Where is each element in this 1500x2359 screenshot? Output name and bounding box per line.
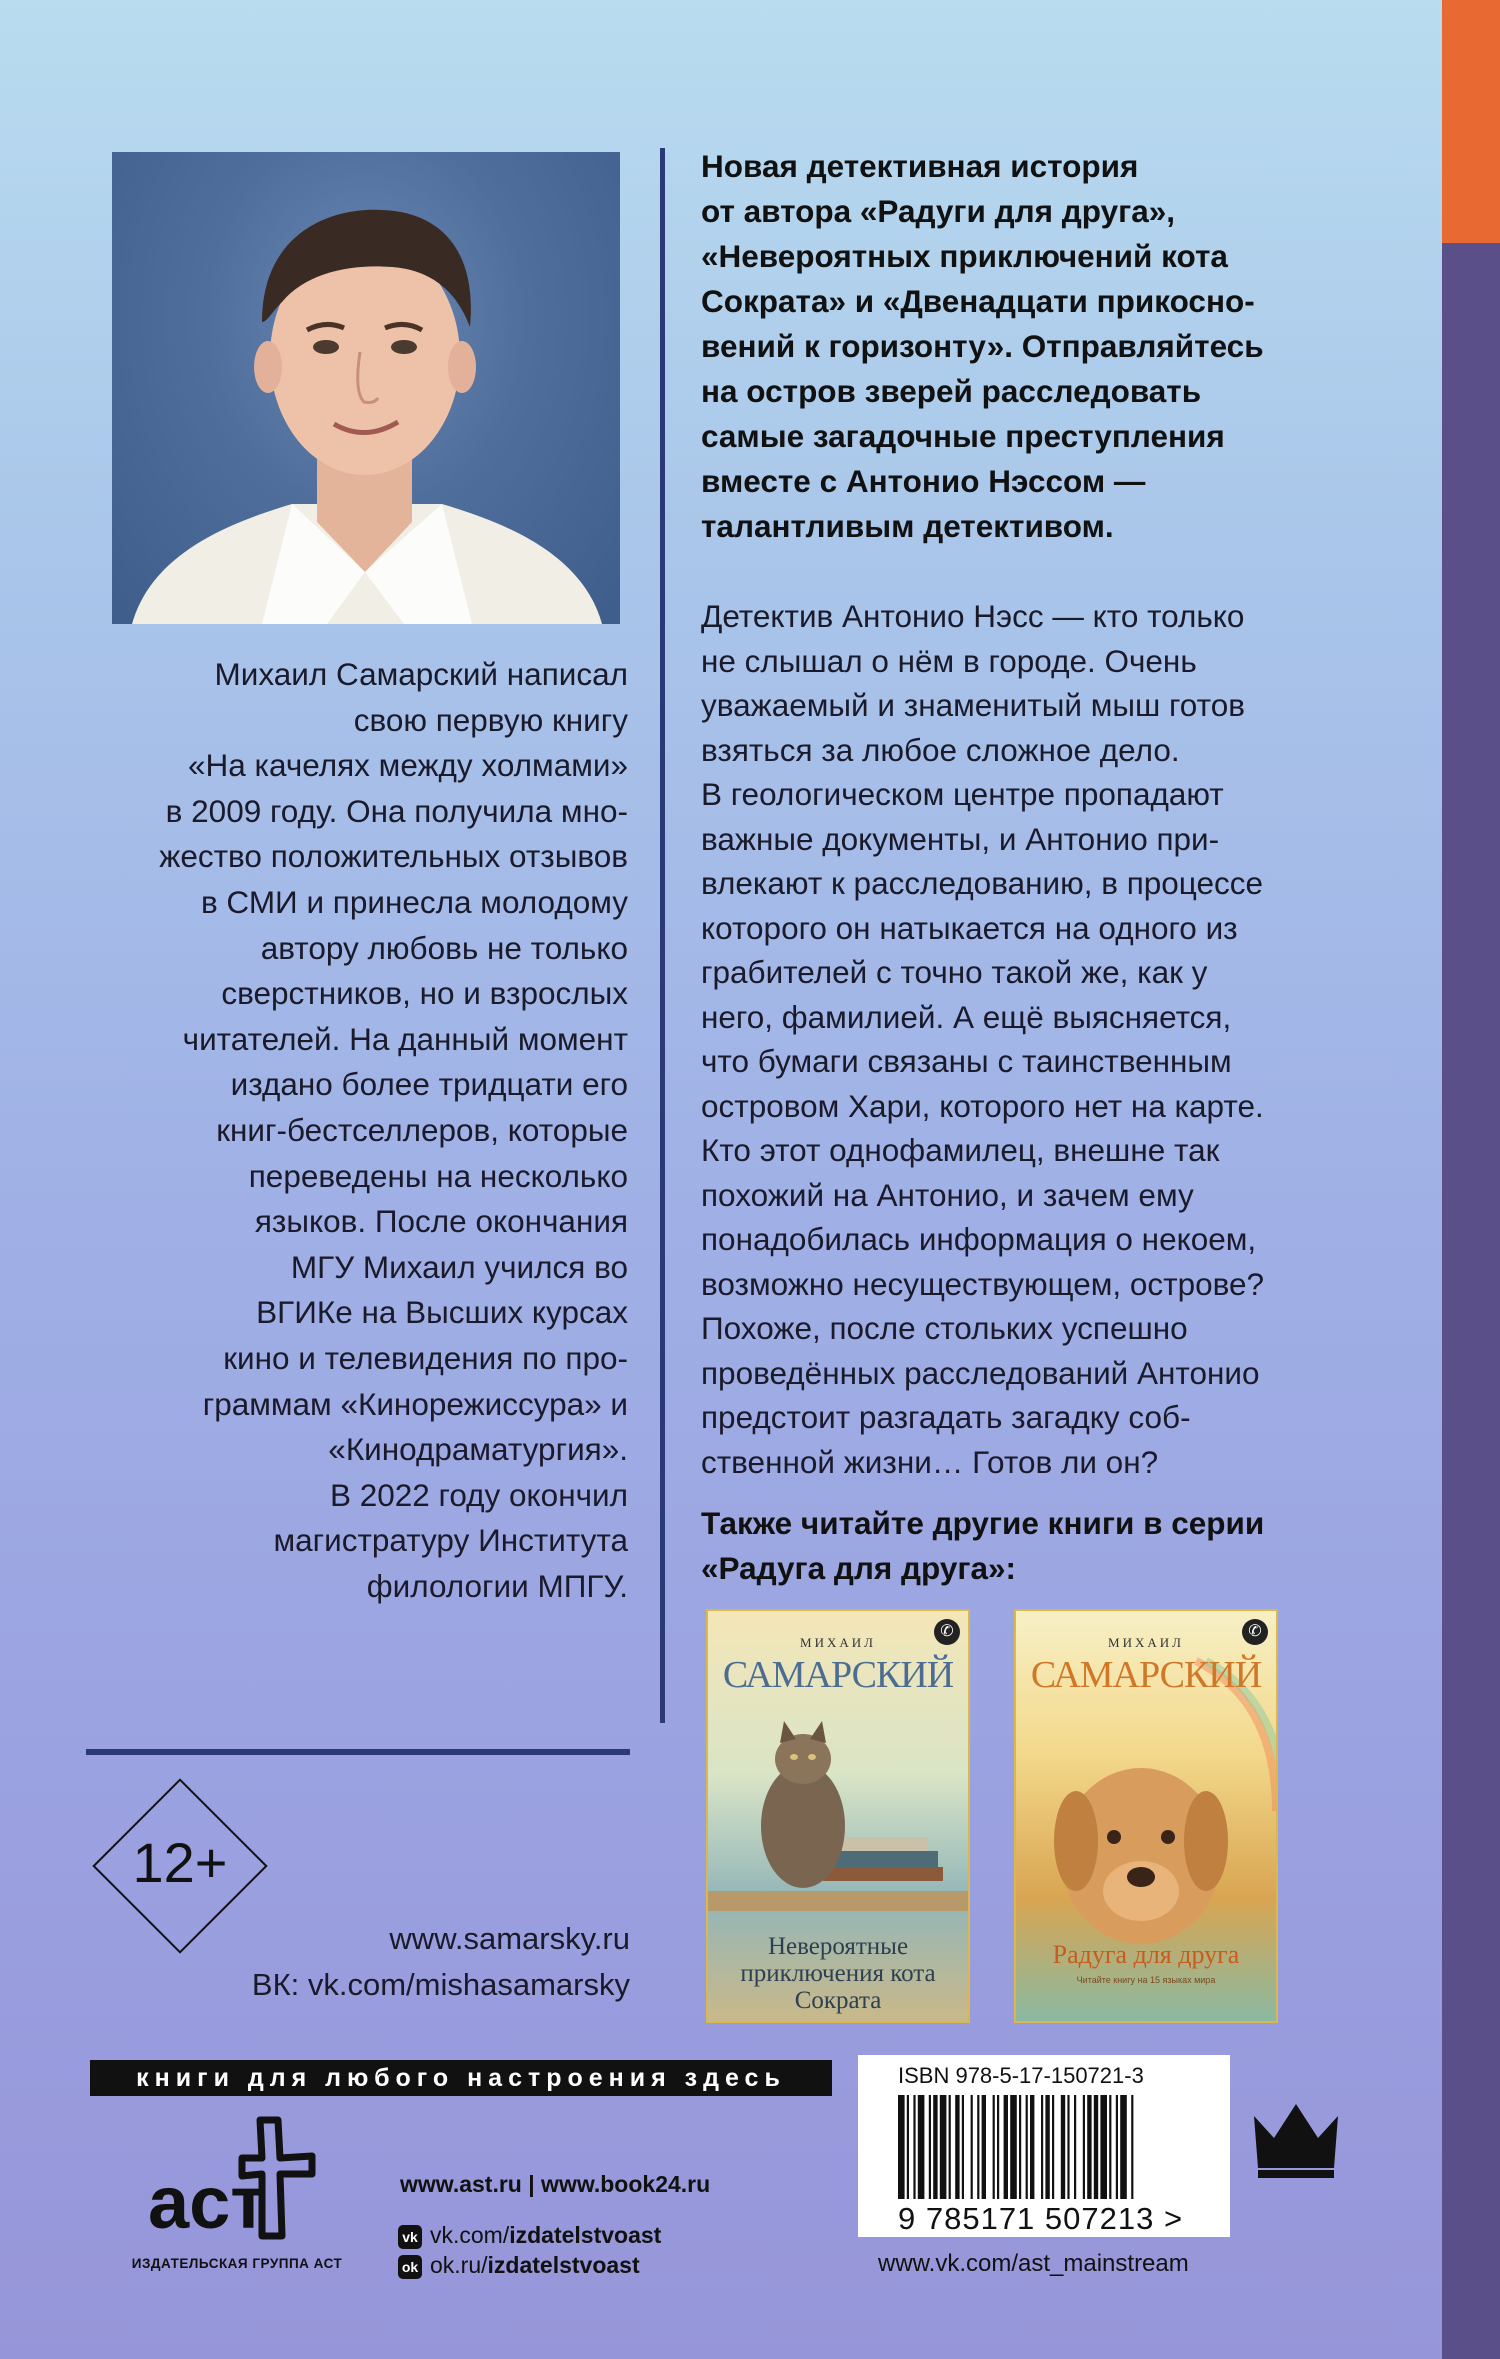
cover-title-line: Радуга для друга	[1052, 1940, 1240, 1969]
lead-line: вений к горизонту». Отправляйтесь	[701, 328, 1264, 364]
body-line: взяться за любое сложное дело.	[701, 731, 1180, 768]
isbn-label: ISBN 978-5-17-150721-3	[898, 2063, 1144, 2088]
body-line: которого он натыкается на одного из	[701, 909, 1238, 946]
bio-line: автору любовь не только	[260, 929, 628, 966]
barcode-bar	[1131, 2095, 1133, 2199]
barcode-bar	[1030, 2095, 1034, 2199]
author-vk-link[interactable]: ВК: vk.com/mishasamarsky	[251, 1967, 630, 2002]
bio-line: сверстников, но и взрослых	[221, 975, 628, 1012]
barcode-bar	[997, 2095, 999, 2199]
also-read-heading	[701, 1501, 1361, 1591]
body-line: не слышал о нём в городе. Очень	[701, 642, 1197, 679]
bio-line: МГУ Михаил учился во	[290, 1248, 628, 1285]
mainstream-vk-link[interactable]: www.vk.com/ast_mainstream	[878, 2250, 1189, 2277]
lead-line: вместе с Антонио Нэссом —	[701, 463, 1146, 499]
publisher-vk-link[interactable]	[398, 2222, 661, 2249]
annotation-body	[701, 594, 1361, 1484]
body-line: проведённых расследований Антонио	[701, 1354, 1260, 1391]
cover-title	[718, 1933, 958, 2014]
bio-line: кино и телевидения по про-	[223, 1339, 628, 1376]
also-read-line: «Радуга для друга»:	[701, 1550, 1017, 1586]
vk-prefix: vk.com/	[430, 2222, 510, 2248]
barcode-bar	[940, 2095, 947, 2199]
body-line: грабителей с точно такой же, как у	[701, 954, 1208, 990]
isbn-barcode-block	[858, 2055, 1230, 2237]
bio-line: магистратуру Института	[273, 1522, 628, 1559]
bio-divider	[86, 1749, 630, 1755]
barcode-bar	[1116, 2095, 1118, 2199]
lead-line: талантливым детективом.	[701, 508, 1114, 544]
barcode-bar	[1074, 2095, 1076, 2199]
cover-title-line: Невероятные	[767, 1933, 909, 1960]
bio-line: ВГИКе на Высших курсах	[256, 1294, 628, 1331]
ok-prefix: ok.ru/	[430, 2252, 488, 2278]
publisher-websites[interactable]: www.ast.ru | www.book24.ru	[400, 2171, 711, 2197]
body-line: похожий на Антонио, и зачем ему	[701, 1176, 1194, 1213]
bio-line: издано более тридцати его	[230, 1066, 628, 1103]
bio-line: жество положительных отзывов	[159, 838, 628, 875]
ast-logo-icon	[140, 2110, 330, 2245]
barcode-bar	[1045, 2095, 1049, 2199]
barcode-bar	[1109, 2095, 1111, 2199]
barcode-bar	[1087, 2095, 1091, 2199]
column-divider	[660, 148, 665, 1723]
body-line: уважаемый и знаменитый мыш готов	[701, 687, 1245, 723]
publisher-caption: ИЗДАТЕЛЬСКАЯ ГРУППА АСТ	[131, 2256, 343, 2271]
bio-line: «На качелях между холмами»	[188, 747, 628, 784]
barcode-bar	[933, 2095, 937, 2199]
book-cover-rainbow[interactable]	[1014, 1609, 1278, 2023]
barcode-bar	[907, 2095, 909, 2199]
crown-logo-icon	[1250, 2098, 1342, 2180]
barcode-bar	[993, 2095, 995, 2199]
body-line: возможно несуществующем, острове?	[701, 1265, 1265, 1302]
ast-logo-text: аст	[148, 2161, 267, 2244]
body-line: Кто этот однофамилец, внешне так	[701, 1132, 1220, 1168]
barcode-bar	[929, 2095, 931, 2199]
barcode-bar	[971, 2095, 973, 2199]
bio-line: В 2022 году окончил	[329, 1476, 628, 1513]
barcode-bar	[913, 2095, 915, 2199]
body-line: Детектив Антонио Нэсс — кто только	[701, 598, 1245, 634]
lead-line: самые загадочные преступления	[701, 418, 1225, 454]
annotation-lead	[701, 144, 1351, 549]
body-line: него, фамилией. А ещё выясняется,	[701, 998, 1232, 1035]
barcode-bar	[962, 2095, 964, 2199]
also-read-line: Также читайте другие книги в серии	[701, 1505, 1265, 1541]
barcode-bar	[955, 2095, 959, 2199]
bio-line: граммам «Кинорежиссура» и	[202, 1385, 628, 1422]
barcode-bar	[1100, 2095, 1107, 2199]
barcode-icon	[898, 2095, 1216, 2199]
bio-line: в 2009 году. Она получила мно-	[165, 792, 628, 829]
book-cover-socrates[interactable]	[706, 1609, 970, 2023]
barcode-bar	[1120, 2095, 1127, 2199]
barcode-bar	[1067, 2095, 1069, 2199]
body-line: предстоит разгадать загадку соб-	[701, 1399, 1191, 1435]
publisher-logo-icon: ✆	[934, 1619, 960, 1645]
cover-tagline: Читайте книгу на 15 языках мира	[1076, 1975, 1216, 1985]
author-bio	[60, 652, 628, 1609]
barcode-bar	[1026, 2095, 1028, 2199]
publisher-logo-icon: ✆	[1242, 1619, 1268, 1645]
bio-line: читателей. На данный момент	[182, 1020, 628, 1057]
barcode-bar	[1052, 2095, 1054, 2199]
cover-author: МИХАИЛ	[800, 1635, 876, 1650]
lead-line: Новая детективная история	[701, 148, 1139, 184]
barcode-bar	[1083, 2095, 1085, 2199]
ok-handle: izdatelstvoast	[487, 2252, 640, 2278]
body-line: понадобилась информация о некоем,	[701, 1221, 1257, 1257]
body-line: что бумаги связаны с таинственным	[701, 1043, 1232, 1079]
barcode-bar	[1061, 2095, 1065, 2199]
age-rating: 12+	[132, 1831, 228, 1894]
lead-line: «Невероятных приключений кота	[701, 238, 1228, 274]
lead-line: Сократа» и «Двенадцати прикосно-	[701, 283, 1255, 319]
author-portrait-illustration	[112, 152, 620, 624]
barcode-bar	[1004, 2095, 1008, 2199]
publisher-ok-link[interactable]	[398, 2252, 640, 2279]
publisher-slogan: книги для любого настроения здесь	[90, 2060, 832, 2096]
barcode-bar	[898, 2095, 905, 2199]
bio-line: книг-бестселлеров, которые	[216, 1111, 628, 1148]
body-line: ственной жизни… Готов ли он?	[701, 1443, 1159, 1480]
ok-icon: ok	[398, 2255, 422, 2279]
barcode-bar	[1010, 2095, 1017, 2199]
barcode-bar	[1041, 2095, 1043, 2199]
bio-line: Михаил Самарский написал	[214, 656, 628, 692]
barcode-bar	[949, 2095, 951, 2199]
bio-line: языков. После окончания	[254, 1203, 628, 1240]
bio-line: свою первую книгу	[353, 701, 628, 738]
cover-title	[1026, 1941, 1266, 1968]
cover-title-line: приключения кота	[740, 1960, 936, 1987]
vk-handle: izdatelstvoast	[509, 2222, 662, 2248]
barcode-bar	[982, 2095, 986, 2199]
barcode-bar	[977, 2095, 979, 2199]
author-site-link[interactable]: www.samarsky.ru	[389, 1921, 630, 1956]
body-line: островом Хари, которого нет на карте.	[701, 1087, 1264, 1124]
author-photo	[112, 152, 620, 624]
body-line: влекают к расследованию, в процессе	[701, 865, 1264, 901]
barcode-bar	[918, 2095, 925, 2199]
cover-surname: САМАРСКИЙ	[1030, 1654, 1262, 1696]
author-links	[160, 1916, 630, 2008]
cover-surname: САМАРСКИЙ	[722, 1654, 954, 1696]
cover-author: МИХАИЛ	[1108, 1635, 1184, 1650]
barcode-bar	[1019, 2095, 1021, 2199]
side-stripe	[1442, 0, 1500, 2359]
barcode-bar	[1094, 2095, 1098, 2199]
cover-title-line: Сократа	[794, 1987, 882, 2014]
vk-icon: vk	[398, 2225, 422, 2249]
bio-line: в СМИ и принесла молодому	[200, 883, 628, 920]
bio-line: «Кинодраматургия».	[328, 1431, 628, 1468]
body-line: Похоже, после стольких успешно	[701, 1310, 1188, 1346]
body-line: В геологическом центре пропадают	[701, 776, 1224, 812]
bio-line: филологии МПГУ.	[366, 1567, 628, 1604]
bio-line: переведены на несколько	[248, 1157, 628, 1194]
lead-line: от автора «Радуги для друга»,	[701, 193, 1176, 229]
isbn-digits: 9 785171 507213 >	[898, 2201, 1184, 2236]
body-line: важные документы, и Антонио при-	[701, 820, 1220, 857]
side-stripe-accent	[1442, 0, 1500, 243]
lead-line: на остров зверей расследовать	[701, 373, 1202, 409]
